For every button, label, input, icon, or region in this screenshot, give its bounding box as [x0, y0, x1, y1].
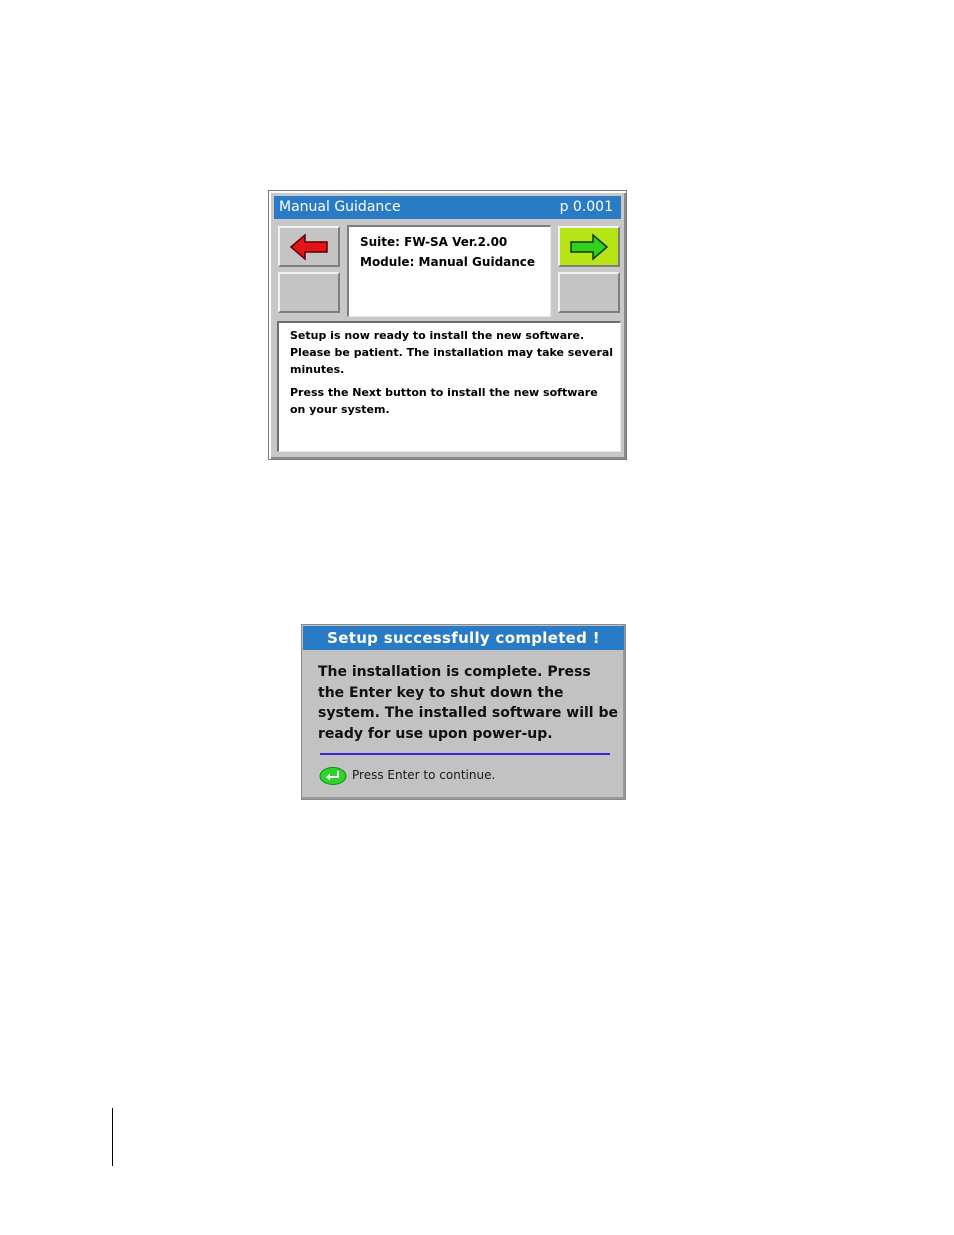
window-title: Manual Guidance: [279, 199, 401, 215]
dialog-message: The installation is complete. Press the Enter key to shut down the system. The installed software will be ready for use upon power-up.: [318, 664, 618, 742]
setup-complete-dialog: [301, 624, 626, 800]
dialog-title: Setup successfully completed !: [303, 626, 624, 650]
module-info-panel: [347, 225, 551, 317]
instructions-paragraph-1: Setup is now ready to install the new software. Please be patient. The installation may take several minutes.: [290, 329, 614, 376]
instructions-panel: [277, 321, 621, 452]
continue-prompt: Press Enter to continue.: [352, 768, 496, 782]
right-arrow-icon: [569, 233, 609, 261]
blank-button-left[interactable]: [278, 272, 340, 313]
title-bar: [274, 196, 621, 219]
back-button[interactable]: [278, 226, 340, 267]
divider: [320, 753, 610, 755]
left-arrow-icon: [289, 233, 329, 261]
manual-guidance-window: [268, 190, 627, 460]
suite-line: Suite: FW-SA Ver.2.00: [360, 235, 508, 249]
page-margin-rule: [112, 1108, 113, 1166]
instructions-paragraph-2: Press the Next button to install the new software on your system.: [290, 386, 598, 416]
enter-key-icon[interactable]: [319, 767, 347, 785]
module-line: Module: Manual Guidance: [360, 255, 536, 269]
next-button[interactable]: [558, 226, 620, 267]
page-indicator: p 0.001: [559, 199, 613, 215]
blank-button-right[interactable]: [558, 272, 620, 313]
